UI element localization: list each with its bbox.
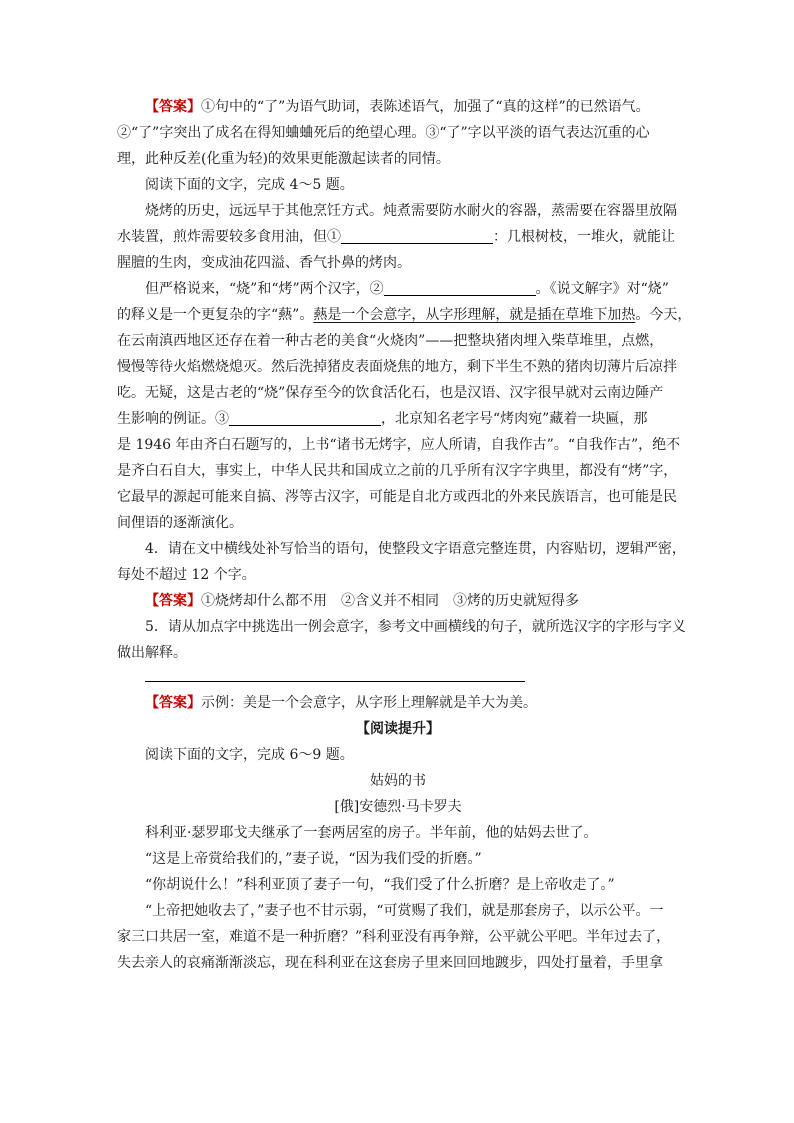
question-5-line-2: 做出解释。: [117, 645, 187, 661]
passage-para-1-line-1: 烧烤的历史，远远早于其他烹饪方式。炖煮需要防水耐火的容器，蒸需要在容器里放隔: [145, 203, 677, 219]
story-title: 姑妈的书: [370, 773, 426, 789]
instruction-6-9: 阅读下面的文字，完成 6～9 题。: [145, 747, 354, 763]
answer-write-line: [145, 681, 525, 682]
passage-para-1-line-3: 腥膻的生肉，变成油花四溢、香气扑鼻的烤肉。: [117, 255, 411, 271]
passage-para-2-line-2: 的释义是一个更复杂的字“爇”。爇是一个会意字，从字形理解，就是插在草堆下加热。今天，: [117, 307, 692, 323]
story-line-4: “上帝把她收去了，”妻子也不甘示弱，“可赏赐了我们，就是那套房子，以示公平。一: [145, 903, 664, 919]
passage-para-2-line-8: 是齐白石自大，事实上，中华人民共和国成立之前的几乎所有汉字字典里，都没有“烤”字，: [117, 463, 678, 479]
passage-para-2-line-10: 间俚语的逐渐演化。: [117, 515, 243, 531]
question-5-line-1: 5．请从加点字中挑选出一例会意字，参考文中画横线的句子，就所选汉字的字形与字义: [145, 619, 686, 635]
fill-blank-2: [384, 279, 536, 296]
passage-para-2-line-1: 但严格说来，“烧”和“烤”两个汉字，② 。《说文解字》对“烧”: [145, 281, 669, 297]
section-title: 【阅读提升】: [356, 721, 440, 737]
answer-label: 【答案】: [145, 593, 201, 609]
passage-para-2-line-9: 它最早的源起可能来自搞、涔等古汉字，可能是自北方或西北的外来民族语言，也可能是民: [117, 489, 677, 505]
passage-para-2-line-5: 吃。无疑，这是古老的“烧”保存至今的饮食活化石，也是汉语、汉字很早就对云南边陲产: [117, 385, 664, 401]
story-line-6: 失去亲人的哀痛渐渐淡忘，现在科利亚在这套房子里来回回地踱步，四处打量着，手里拿: [117, 955, 663, 971]
answer-1-line-2: ②“了”字突出了成名在得知蛐蛐死后的绝望心理。③“了”字以平淡的语气表达沉重的心: [117, 125, 650, 141]
document-content: [117, 94, 692, 976]
answer-label: 【答案】: [145, 695, 201, 711]
underlined-sentence: 爇是一个会意字，从字形理解，就是插在草堆下加热: [313, 307, 636, 323]
story-line-2: “这是上帝赏给我们的，”妻子说，“因为我们受的折磨。”: [145, 851, 482, 867]
answer-5: 【答案】示例：美是一个会意字，从字形上理解就是羊大为美。: [145, 695, 537, 711]
fill-blank-3: [229, 409, 381, 426]
answer-1-line-3: 理，此种反差(化重为轻)的效果更能激起读者的同情。: [117, 151, 450, 167]
story-line-1: 科利亚·瑟罗耶戈夫继承了一套两居室的房子。半年前，他的姑妈去世了。: [145, 825, 598, 841]
question-4-line-2: 每处不超过 12 个字。: [117, 567, 256, 583]
passage-para-2-line-4: 慢慢等待火焰燃烧熄灭。然后洗掉猪皮表面烧焦的地方，剩下半生不熟的猪肉切薄片后凉拌: [117, 359, 677, 375]
passage-para-2-line-7: 是 1946 年由齐白石题写的，上书“诸书无烤字，应人所请，自我作古”。“自我作古”，绝不: [117, 437, 681, 453]
answer-1-line-1: 【答案】①句中的“了”为语气助词，表陈述语气，加强了“真的这样”的已然语气。: [145, 99, 650, 115]
answer-label: 【答案】: [145, 99, 201, 115]
story-author: [俄]安德烈·马卡罗夫: [334, 799, 462, 815]
story-line-3: “你胡说什么！”科利亚顶了妻子一句，“我们受了什么折磨？是上帝收走了。”: [145, 877, 615, 893]
passage-para-2-line-6: 生影响的例证。③ ，北京知名老字号“烤肉宛”藏着一块匾，那: [117, 411, 648, 427]
fill-blank-1: [341, 227, 493, 244]
instruction-4-5: 阅读下面的文字，完成 4～5 题。: [145, 177, 354, 193]
passage-para-2-line-3: 在云南滇西地区还存在着一种古老的美食“火烧肉”——把整块猪肉埋入柴草堆里，点燃，: [117, 333, 664, 349]
answer-4: 【答案】①烧烤却什么都不用 ②含义并不相同 ③烤的历史就短得多: [145, 593, 579, 609]
story-line-5: 家三口共居一室，难道不是一种折磨？”科利亚没有再争辩，公平就公平吧。半年过去了，: [117, 929, 671, 945]
question-4-line-1: 4．请在文中横线处补写恰当的语句，使整段文字语意完整连贯，内容贴切，逻辑严密，: [145, 541, 686, 557]
passage-para-1-line-2: 水装置，煎炸需要较多食用油，但① ：几根树枝，一堆火，就能让: [117, 229, 675, 245]
